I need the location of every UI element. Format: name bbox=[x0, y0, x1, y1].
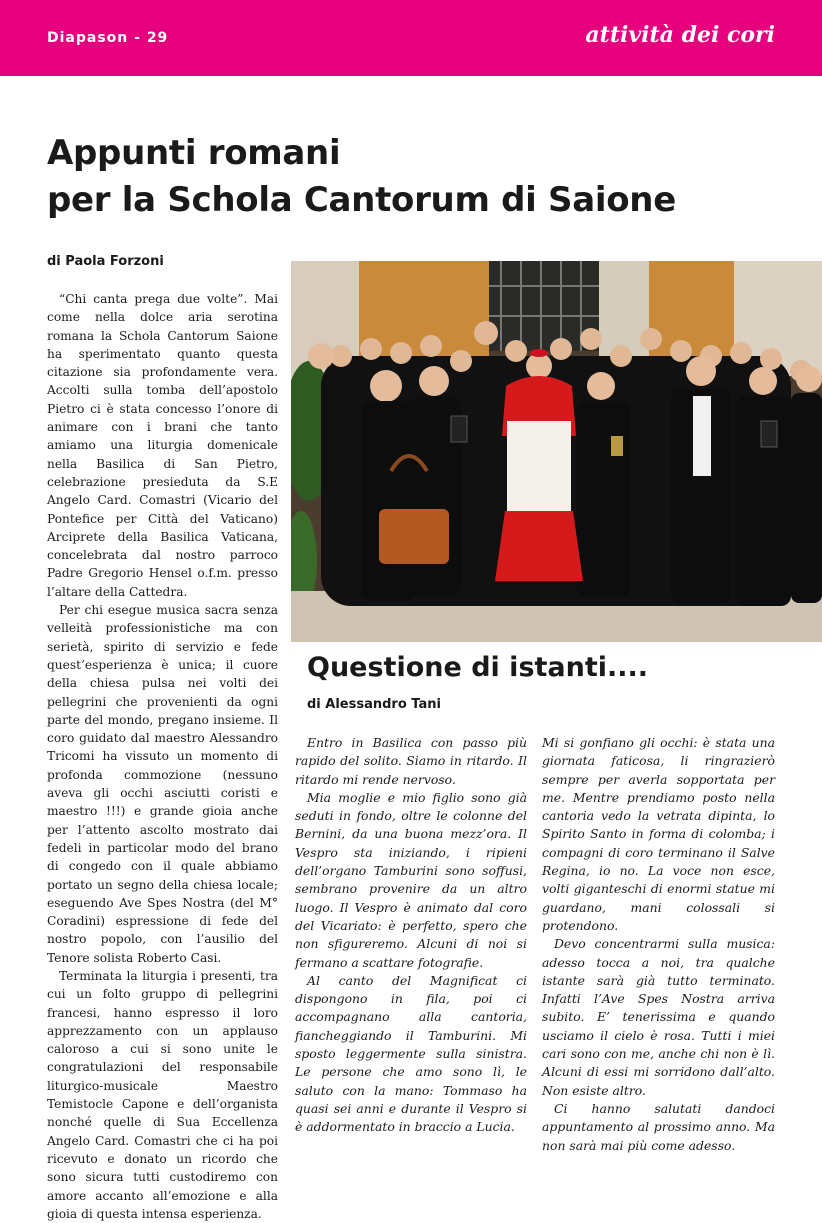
second-article-paragraph: Ci hanno salutati dandoci appuntamento al prossimo anno. Ma non sarà mai più come adesso. bbox=[542, 1100, 775, 1153]
second-article-paragraph: Mia moglie e mio figlio sono già seduti in fondo, oltre le colonne del Bernini, da una buona mezz’ora. Il Vespro sta iniziando, i ripieni dell’organo Tamburini sono soffusi, sembrano provenire da un altro luogo. Il Vespro è animato dal coro del Vicariato: è perfetto, spero che non sfigureremo. Alcuni di noi si fermano a scattare fotografie. bbox=[295, 789, 527, 970]
second-article-paragraph: Mi si gonfiano gli occhi: è stata una giornata faticosa, li ringrazierò sempre per averla sopportata per me. Mentre prendiamo posto nella cantoria vedo la vetrata dipinta, lo Spirito Santo in forma di colomba; i compagni di coro terminano il Salve Regina, io no. La voce non esce, volti giganteschi di enormi statue mi guardano, mani colossali si protendono. bbox=[542, 735, 775, 933]
article-title-line-1: Appunti romani bbox=[47, 133, 341, 173]
article-body bbox=[47, 290, 278, 1223]
second-article-paragraph: Al canto del Magnificat ci dispongono in fila, poi ci accompagnano alla cantoria, fiancheggiando il Tamburini. Mi sposto leggermente sulla sinistra. Le persone che amo sono lì, le saluto con la mano: Tommaso ha quasi sei anni e durante il Vespro si è addormentato in braccio a Lucia. bbox=[295, 972, 527, 1135]
article-byline: di Paola Forzoni bbox=[47, 254, 164, 269]
page-number: Diapason - 29 bbox=[47, 30, 169, 46]
article-paragraph: “Chi canta prega due volte”. Mai come nella dolce aria serotina romana la Schola Cantorum Saione ha sperimentato quanto questa citazione sia profondamente vera. Accolti sulla tomba dell’apostolo Pietro ci è stata concesso l’onore di animare con i brani che tanto amiamo una liturgia domenicale nella Basilica di San Pietro, celebrazione presieduta da S.E Angelo Card. Comastri (Vicario del Pontefice per Città del Vaticano) Arciprete della Basilica Vaticana, concelebrata dal nostro parroco Padre Gregorio Hensel o.f.m. presso l’altare della Cattedra. bbox=[47, 292, 278, 599]
second-article-byline: di Alessandro Tani bbox=[307, 697, 441, 712]
article-paragraph: Per chi esegue musica sacra senza velleità professionistiche ma con serietà, spirito di servizio e fede quest’esperienza è unica; il cuore della chiesa pulsa nei volti dei pellegrini che provenienti da ogni parte del mondo, pregano insieme. Il coro guidato dal maestro Alessandro Tricomi ha vissuto un momento di profonda commozione (nessuno aveva gli occhi asciutti coristi e maestro !!!) e grande gioia anche per l’attento ascolto mostrato dai fedeli in particolar modo del brano di congedo con il quale abbiamo portato un segno della chiesa locale; eseguendo Ave Spes Nostra (del M° Coradini) espressione di fede del nostro popolo, con l’ausilio del Tenore solista Roberto Casi. bbox=[47, 603, 278, 965]
article-paragraph: Terminata la liturgia i presenti, tra cui un folto gruppo di pellegrini francesi, hanno espresso il loro apprezzamento con un applauso caloroso a cui si sono unite le congratulazioni del responsabile liturgico-musicale Maestro Temistocle Capone e dell’organista nonché quelle di Sua Eccellenza Angelo Card. Comastri che ci ha poi ricevuto e donato un ricordo che sono sicura tutti custodiremo con amore accanto all’emozione e alla gioia di questa intensa esperienza. bbox=[47, 968, 278, 1221]
section-title: attività dei cori bbox=[585, 22, 775, 48]
group-photo-illustration bbox=[291, 261, 822, 642]
second-article-title: Questione di istanti.... bbox=[307, 652, 649, 683]
article-title bbox=[47, 130, 676, 224]
second-article-column-1 bbox=[295, 734, 527, 1137]
second-article-paragraph: Devo concentrarmi sulla musica: adesso tocca a noi, tra qualche istante sarà già tutto terminato. Infatti l’Ave Spes Nostra arriva subito. E’ tenerissima e quando usciamo il cielo è rosa. Tutti i miei cari sono con me, anche chi non è lì. Alcuni di essi mi sorridono dall’alto. Non esiste altro. bbox=[542, 936, 775, 1098]
second-article-paragraph: Entro in Basilica con passo più rapido del solito. Siamo in ritardo. Il ritardo mi rende nervoso. bbox=[295, 735, 527, 787]
header-bar bbox=[0, 0, 822, 76]
second-article-column-2 bbox=[542, 734, 775, 1155]
article-title-line-2: per la Schola Cantorum di Saione bbox=[47, 180, 676, 220]
group-photo bbox=[291, 261, 822, 642]
